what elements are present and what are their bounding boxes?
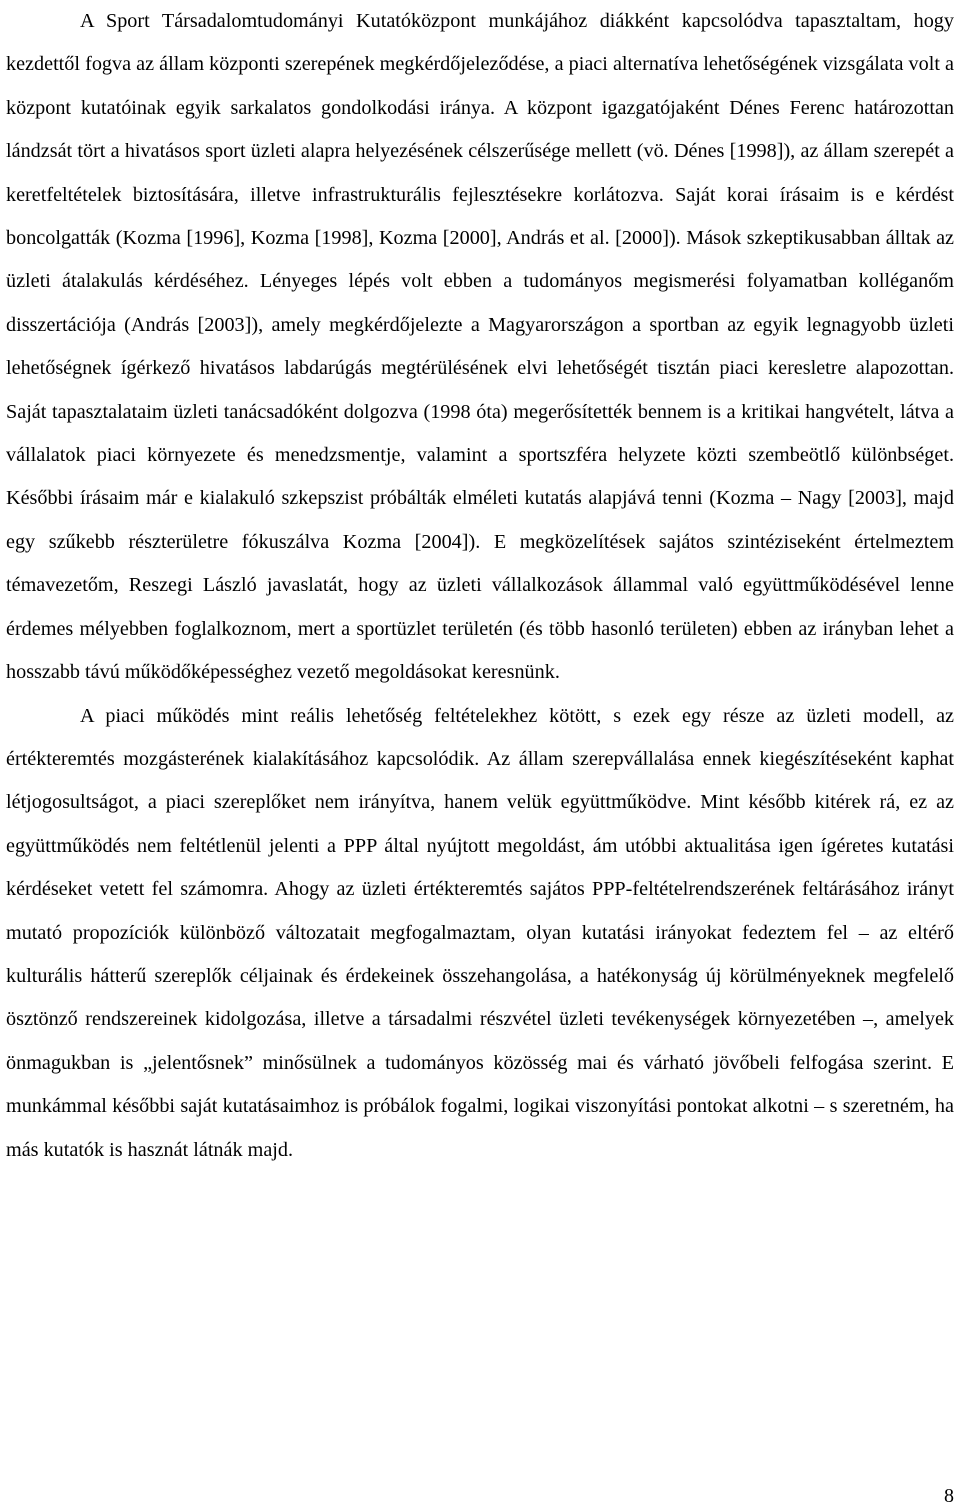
document-page (6, 0, 954, 1172)
body-paragraph: A Sport Társadalomtudományi Kutatóközpont munkájához diákként kapcsolódva tapasztaltam, hogy kezdettől fogva az állam központi szerepének megkérdőjeleződése, a piaci alternatíva lehetőségének vizsgálata volt a központ kutatóinak egyik sarkalatos gondolkodási iránya. A központ igazgatójaként Dénes Ferenc határozottan lándzsát tört a hivatásos sport üzleti alapra helyezésének célszerűsége mellett (vö. Dénes [1998]), az állam szerepét a keretfeltételek biztosítására, illetve infrastrukturális fejlesztésekre korlátozva. Saját korai írásaim is e kérdést boncolgatták (Kozma [1996], Kozma [1998], Kozma [2000], András et al. [2000]). Mások szkeptikusabban álltak az üzleti átalakulás kérdéséhez. Lényeges lépés volt ebben a tudományos megismerési folyamatban kolléganőm disszertációja (András [2003]), amely megkérdőjelezte a Magyarországon a sportban az egyik legnagyobb üzleti lehetőségnek ígérkező hivatásos labdarúgás megtérülésének elvi lehetőségét tisztán piaci keresletre alapozottan. Saját tapasztalataim üzleti tanácsadóként dolgozva (1998 óta) megerősítették bennem is a kritikai hangvételt, látva a vállalatok piaci környezete és menedzsmentje, valamint a sportszféra helyzete közti szembeötlő különbséget. Későbbi írásaim már e kialakuló szkepszist próbálták elméleti kutatás alapjává tenni (Kozma – Nagy [2003], majd egy szűkebb részterületre fókuszálva Kozma [2004]). E megközelítések sajátos szintéziseként értelmeztem témavezetőm, Reszegi László javaslatát, hogy az üzleti vállalkozások állammal való együttműködésével lenne érdemes mélyebben foglalkoznom, mert a sportüzlet területén (és több hasonló területen) ebben az irányban lehet a hosszabb távú működőképességhez vezető megoldásokat keresnünk. (6, 10, 954, 684)
page-number: 8 (944, 1485, 954, 1507)
body-paragraph: A piaci működés mint reális lehetőség feltételekhez kötött, s ezek egy része az üzleti modell, az értékteremtés mozgásterének kialakításához kapcsolódik. Az állam szerepvállalása ennek kiegészítéseként kaphat létjogosultságot, a piaci szereplőket nem irányítva, hanem velük együttműködve. Mint később kitérek rá, ez az együttműködés nem feltétlenül jelenti a PPP által nyújtott megoldást, ám utóbbi aktualitása igen ígéretes kutatási kérdéseket vetett fel számomra. Ahogy az üzleti értékteremtés sajátos PPP-feltételrendszerének feltárásához irányt mutató propozíciók különböző változatait megfogalmaztam, olyan kutatási irányokat fedeztem fel – az eltérő kulturális hátterű szereplők céljainak és érdekeinek összehangolása, a hatékonyság új körülményeknek megfelelő ösztönző rendszereinek kidolgozása, illetve a társadalmi részvétel üzleti tevékenységek környezetében –, amelyek önmagukban is „jelentősnek” minősülnek a tudományos közösség mai és várható jövőbeli felfogása szerint. E munkámmal későbbi saját kutatásaimhoz is próbálok fogalmi, logikai viszonyítási pontokat alkotni – s szeretném, ha más kutatók is hasznát látnák majd. (6, 704, 954, 1161)
